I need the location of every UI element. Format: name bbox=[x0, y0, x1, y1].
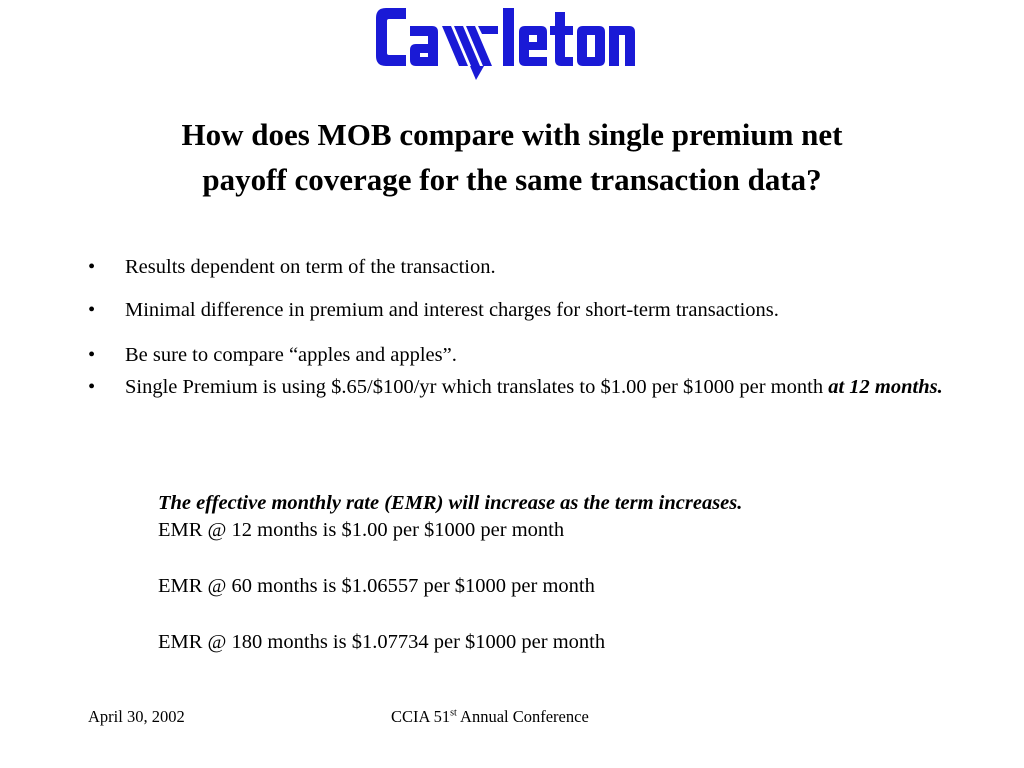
emr-line-60-months: EMR @ 60 months is $1.06557 per $1000 per month bbox=[158, 575, 595, 597]
bullet-marker: • bbox=[88, 344, 96, 366]
bullet-text: Results dependent on term of the transaction. bbox=[125, 256, 496, 278]
bullet-item bbox=[88, 254, 948, 280]
bullet-text: Single Premium is using $.65/$100/yr which translates to $1.00 per $1000 per month bbox=[125, 376, 829, 398]
bullet-text: Be sure to compare “apples and apples”. bbox=[125, 344, 457, 366]
carleton-logo bbox=[372, 4, 640, 84]
emr-heading: The effective monthly rate (EMR) will increase as the term increases. bbox=[158, 492, 743, 514]
spacer bbox=[158, 544, 958, 573]
title-line-2: payoff coverage for the same transaction data? bbox=[202, 162, 822, 197]
bullet-marker: • bbox=[88, 376, 96, 398]
title-line-1: How does MOB compare with single premium net bbox=[181, 117, 843, 152]
footer-conference bbox=[391, 707, 589, 727]
emr-block bbox=[158, 490, 958, 656]
bullet-item bbox=[88, 342, 948, 368]
footer-date: April 30, 2002 bbox=[88, 707, 185, 726]
conference-superscript: st bbox=[450, 707, 457, 719]
conference-suffix: Annual Conference bbox=[456, 707, 589, 726]
bullet-text: Minimal difference in premium and interest charges for short-term transactions. bbox=[125, 299, 779, 321]
emr-line-12-months: EMR @ 12 months is $1.00 per $1000 per month bbox=[158, 519, 565, 541]
emr-line-180-months: EMR @ 180 months is $1.07734 per $1000 per month bbox=[158, 631, 606, 653]
slide-title bbox=[60, 112, 964, 202]
bullet-marker: • bbox=[88, 256, 96, 278]
bullet-list bbox=[88, 254, 948, 400]
bullet-item bbox=[88, 374, 948, 400]
bullet-marker: • bbox=[88, 299, 96, 321]
bullet-item bbox=[88, 297, 948, 323]
bullet-emphasis: at 12 months. bbox=[828, 376, 943, 398]
carleton-logo-graphic bbox=[372, 4, 640, 84]
conference-prefix: CCIA 51 bbox=[391, 707, 451, 726]
spacer bbox=[158, 600, 958, 629]
